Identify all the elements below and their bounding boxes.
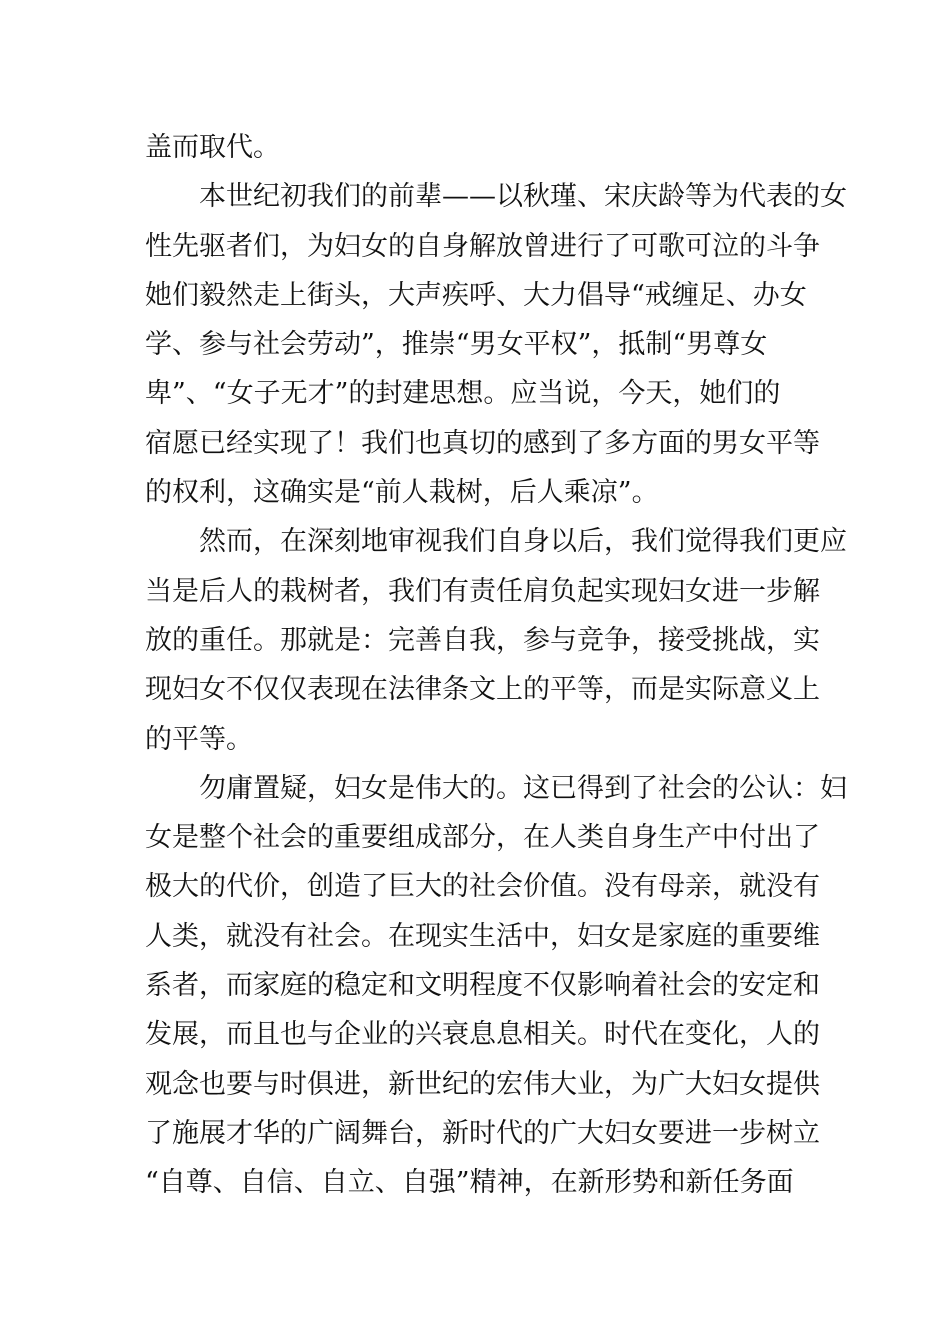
text-line: 发展，而且也与企业的兴衰息息相关。时代在变化，人的 xyxy=(145,1019,820,1051)
text-line: 系者，而家庭的稳定和文明程度不仅影响着社会的安定和 xyxy=(145,970,820,1002)
text-line: 放的重任。那就是：完善自我，参与竞争，接受挑战，实 xyxy=(145,624,820,656)
text-line: 的权利，这确实是“前人栽树，后人乘凉”。 xyxy=(145,477,659,509)
text-line: 当是后人的栽树者，我们有责任肩负起实现妇女进一步解 xyxy=(145,575,820,607)
text-line: 性先驱者们，为妇女的自身解放曾进行了可歌可泣的斗争 xyxy=(145,230,820,262)
text-line: 本世纪初我们的前辈——以秋瑾、宋庆龄等为代表的女 xyxy=(145,181,847,213)
text-line: 勿庸置疑，妇女是伟大的。这已得到了社会的公认：妇 xyxy=(145,772,847,804)
text-line: 的平等。 xyxy=(145,723,253,755)
document-body xyxy=(145,123,847,1208)
text-line: 她们毅然走上街头，大声疾呼、大力倡导“戒缠足、办女 xyxy=(145,279,807,311)
text-line: 盖而取代。 xyxy=(145,132,280,163)
text-line: 观念也要与时俱进，新世纪的宏伟大业，为广大妇女提供 xyxy=(145,1068,820,1100)
text-line: 学、参与社会劳动”，推崇“男女平权”，抵制“男尊女 xyxy=(145,329,768,361)
text-line: 女是整个社会的重要组成部分，在人类自身生产中付出了 xyxy=(145,822,820,854)
text-line: 人类，就没有社会。在现实生活中，妇女是家庭的重要维 xyxy=(145,920,820,952)
text-line: 极大的代价，创造了巨大的社会价值。没有母亲，就没有 xyxy=(145,871,820,903)
text-line: “自尊、自信、自立、自强”精神，在新形势和新任务面 xyxy=(145,1167,794,1199)
text-line: 然而，在深刻地审视我们自身以后，我们觉得我们更应 xyxy=(145,526,847,558)
text-line: 现妇女不仅仅表现在法律条文上的平等，而是实际意义上 xyxy=(145,674,820,706)
text-line: 宿愿已经实现了！我们也真切的感到了多方面的男女平等 xyxy=(145,427,820,459)
text-line: 卑”、“女子无才”的封建思想。应当说，今天，她们的 xyxy=(145,378,781,410)
text-line: 了施展才华的广阔舞台，新时代的广大妇女要进一步树立 xyxy=(145,1117,820,1149)
